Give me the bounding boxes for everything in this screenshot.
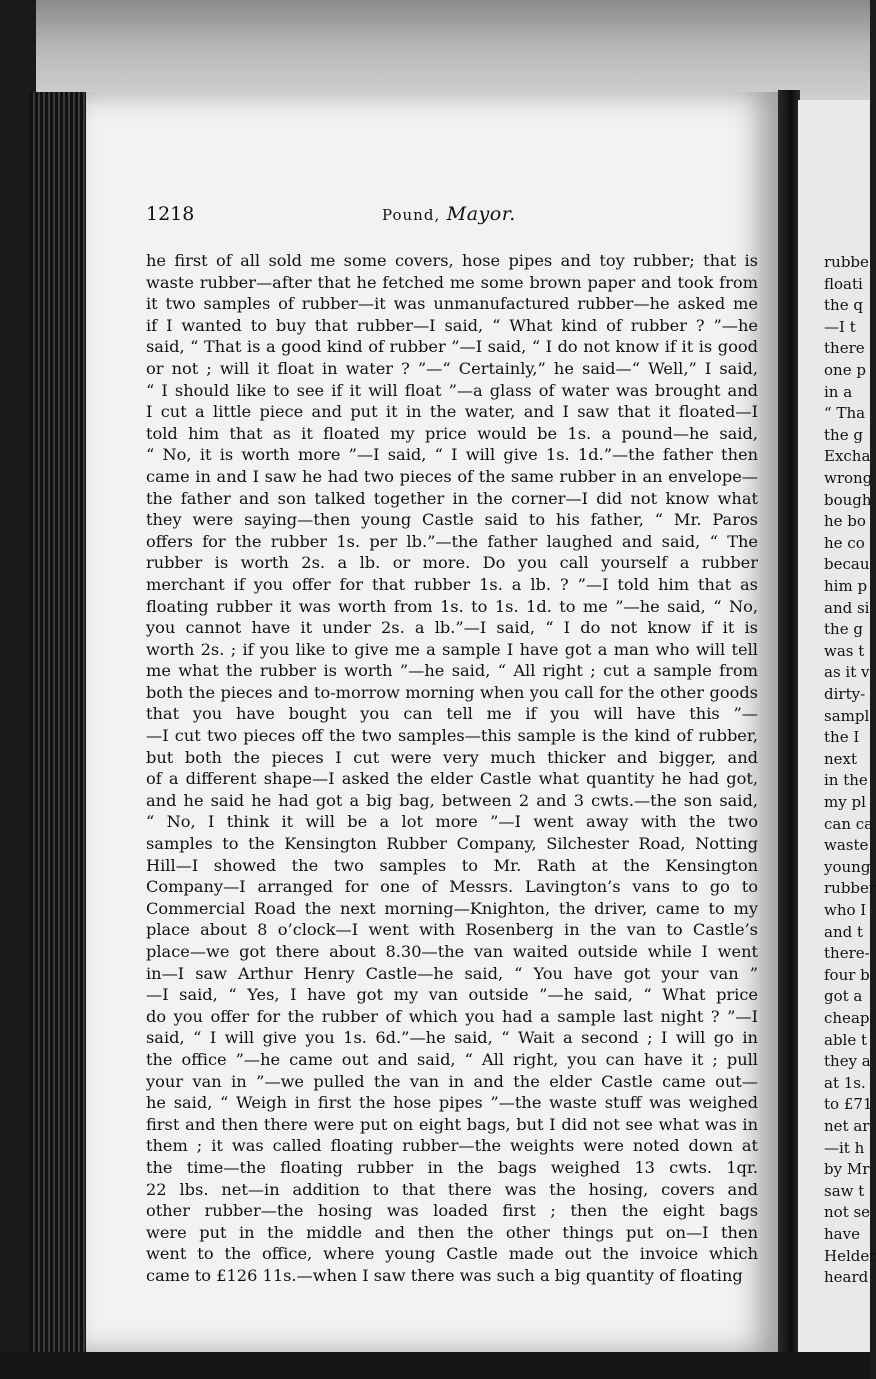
text-line: floating rubber it was worth from 1s. to 1s. 1d. to me ”—he said, “ No, [146,596,758,616]
facing-page-fragment: my pl [824,793,866,811]
facing-page-fragment: the g [824,620,863,639]
text-line: them ; it was called floating rubber—the weights were noted down at [146,1136,758,1156]
facing-page-fragment: floati [824,274,863,293]
text-line: they were saying—then young Castle said to his father, “ Mr. Paros [146,510,758,530]
running-title-name: Pound, [382,206,441,224]
facing-page-fragment: he bo [824,512,866,531]
facing-page-fragment: rubbe [824,253,869,271]
text-line: came in and I saw he had two pieces of the same rubber in an envelope— [146,466,758,486]
running-title-role: Mayor. [446,203,516,225]
text-line: your van in ”—we pulled the van in and the elder Castle came out— [146,1071,758,1091]
text-line: worth 2s. ; if you like to give me a sample I have got a man who will tell [146,639,758,659]
facing-page-fragment: “ Tha [824,404,866,423]
facing-page-fragment: next [824,749,858,768]
text-line: Hill—I showed the two samples to Mr. Rath at the Kensington [146,855,758,875]
facing-page-fragment: wrong [824,469,873,487]
facing-page-fragment: and t [824,922,864,941]
facing-page-fragment: Helder [824,1246,876,1265]
facing-page-fragment: and si [824,598,870,617]
running-title [382,203,516,225]
text-line: if I wanted to buy that rubber—I said, “ What kind of rubber ? ”—he [146,315,758,335]
facing-page-fragment: who I [824,901,867,919]
text-line: came to £126 11s.—when I saw there was such a big quantity of floating [146,1265,743,1285]
facing-page-fragment: in the [824,771,868,790]
text-line: the father and son talked together in the corner—I did not know what [146,488,758,508]
facing-page-fragment: —I t [824,317,856,336]
text-line: me what the rubber is worth ”—he said, “ All right ; cut a sample from [146,661,758,681]
facing-page-fragment: can ca [824,814,874,833]
facing-page-fragment: got a [824,987,863,1006]
text-line: you cannot have it under 2s. a lb.”—I said, “ I do not know if it is [146,618,758,638]
text-line: told him that as it floated my price would be 1s. a pound—he said, [146,423,758,443]
facing-page-fragment: by Mr [824,1160,870,1179]
facing-page-fragment: the q [824,296,863,315]
facing-page-fragment: they a [824,1052,871,1071]
text-line: Commercial Road the next morning—Knighton, the driver, came to my [146,898,758,918]
text-line: place—we got there about 8.30—the van waited outside while I went [146,942,758,961]
text-line: in—I saw Arthur Henry Castle—he said, “ You have got your van ” [146,963,758,983]
facing-page-fragment: the g [824,425,863,444]
facing-page-fragment: was t [824,641,865,660]
text-line: or not ; will it float in water ? ”—“ Certainly,” he said—“ Well,” I said, [146,358,758,378]
facing-page-fragment: young [824,857,871,876]
facing-page-fragment: rubber [824,879,876,898]
facing-page-fragment: as it v [824,663,870,682]
text-line: first and then there were put on eight bags, but I did not see what was in [146,1114,758,1134]
text-line: samples to the Kensington Rubber Company, Silchester Road, Notting [146,834,758,854]
text-line: but both the pieces I cut were very much thicker and bigger, and [146,747,758,767]
facing-page-fragment: to £71 [824,1095,873,1114]
text-line: do you offer for the rubber of which you had a sample last night ? ”—I [146,1006,758,1026]
text-line: said, “ That is a good kind of rubber ”—I said, “ I do not know if it is good [146,337,758,357]
text-line: the time—the floating rubber in the bags weighed 13 cwts. 1qr. [146,1157,758,1177]
text-line: of a different shape—I asked the elder Castle what quantity he had got, [146,769,758,789]
text-line: said, “ I will give you 1s. 6d.”—he said, “ Wait a second ; I will go in [146,1028,758,1048]
facing-page-fragment: there- [824,944,870,963]
facing-page-fragment: saw t [824,1181,865,1200]
book-gutter [778,90,800,1360]
text-line: he said, “ Weigh in first the hose pipes ”—the waste stuff was weighed [146,1093,758,1113]
facing-page-fragment: at 1s. [824,1073,866,1092]
body-text [146,250,758,1287]
text-line: Company—I arranged for one of Messrs. Lavington’s vans to go to [146,877,758,897]
facing-page-fragment: have [824,1225,860,1243]
facing-page-fragment: waste [824,836,869,855]
text-line: and he said he had got a big bag, between 2 and 3 cwts.—the son said, [146,790,758,810]
facing-page-fragment: becau [824,555,870,574]
text-line: waste rubber—after that he fetched me some brown paper and took from [146,272,758,292]
text-line: —I said, “ Yes, I have got my van outside ”—he said, “ What price [146,985,758,1005]
facing-page-fragment: net ar [824,1117,870,1135]
facing-page-fragment: the I [824,728,860,747]
facing-page-fragment: bough [824,490,872,509]
facing-page-fragment: able t [824,1030,868,1049]
text-line: 22 lbs. net—in addition to that there was the hosing, covers and [146,1179,758,1199]
text-line: I cut a little piece and put it in the water, and I saw that it floated—I [146,402,758,422]
facing-page-fragment: heard [824,1268,869,1287]
text-line: merchant if you offer for that rubber 1s. a lb. ? ”—I told him that as [146,574,758,594]
facing-page-fragment: sampl [824,706,870,725]
page-number: 1218 [146,203,195,225]
facing-page-fragment: not se [824,1203,871,1222]
facing-page-fragment: he co [824,533,865,552]
page-header [146,203,756,231]
scanner-bed-bottom [0,1352,870,1379]
facing-page-fragment: one p [824,361,866,379]
text-line: he first of all sold me some covers, hose pipes and toy rubber; that is [146,251,758,270]
text-line: other rubber—the hosing was loaded first ; then the eight bags [146,1201,758,1221]
facing-page-fragment: there [824,339,865,358]
text-line: rubber is worth 2s. a lb. or more. Do you call yourself a rubber [146,553,758,573]
text-line: —I cut two pieces off the two samples—this sample is the kind of rubber, [146,726,758,746]
text-line: that you have bought you can tell me if you will have this ”— [146,704,758,724]
text-line: offers for the rubber 1s. per lb.”—the father laughed and said, “ The [146,531,758,551]
facing-page-fragment: —it h [824,1138,865,1157]
facing-page-fragment: four b [824,965,870,984]
facing-page-fragment: him p [824,577,868,595]
facing-page-fragment: Excha [824,447,871,466]
text-line: it two samples of rubber—it was unmanufactured rubber—he asked me [146,294,758,314]
text-line: “ I should like to see if it will float ”—a glass of water was brought and [146,380,758,400]
facing-page-fragment: in a [824,382,853,401]
text-line: “ No, I think it will be a lot more ”—I went away with the two [146,812,758,832]
book-page-edges [30,92,88,1354]
text-line: both the pieces and to-morrow morning when you call for the other goods [146,682,758,702]
facing-page-fragment: dirty- [824,685,866,703]
text-line: went to the office, where young Castle made out the invoice which [146,1244,758,1264]
text-line: were put in the middle and then the other things put on—I then [146,1222,758,1242]
text-line: the office ”—he came out and said, “ All right, you can have it ; pull [146,1049,758,1069]
facing-page-fragment: cheap [824,1009,870,1027]
text-line: place about 8 o’clock—I went with Rosenberg in the van to Castle’s [146,920,758,940]
text-line: “ No, it is worth more ”—I said, “ I will give 1s. 1d.”—the father then [146,445,758,465]
